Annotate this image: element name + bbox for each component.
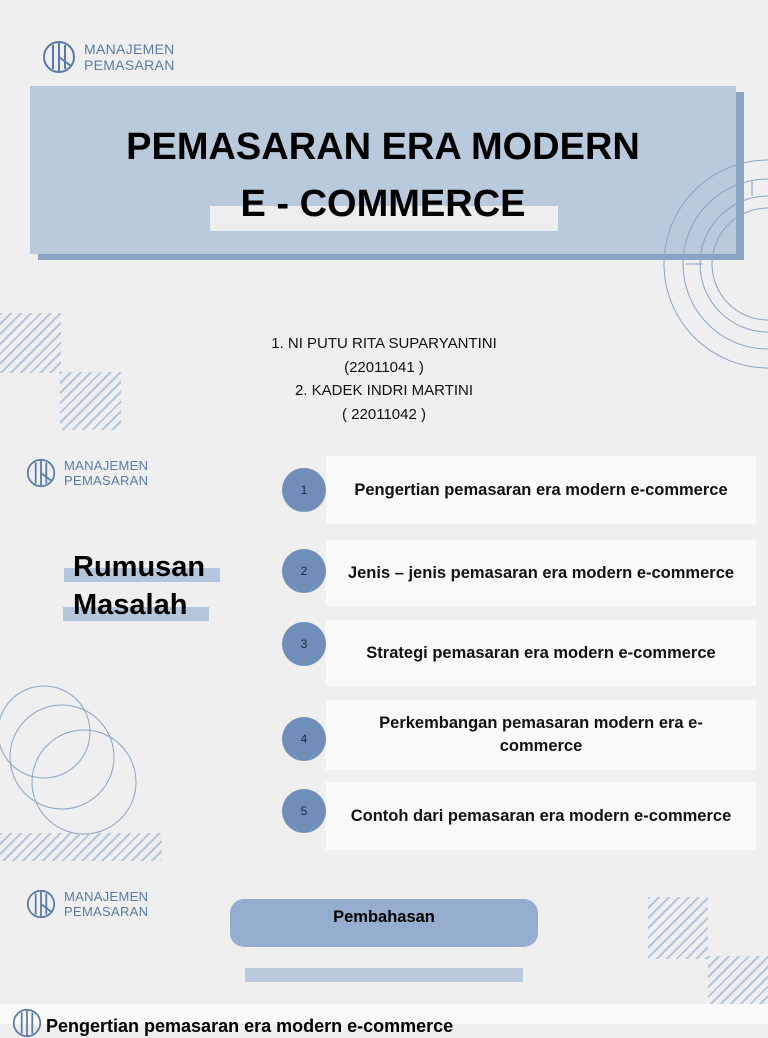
list-item bbox=[326, 782, 756, 850]
hatch-decoration bbox=[60, 372, 121, 430]
brand-line1: MANAJEMEN bbox=[64, 889, 149, 904]
list-item bbox=[326, 540, 756, 606]
rumusan-heading-line2: Masalah bbox=[73, 589, 188, 621]
hatch-decoration bbox=[0, 833, 162, 861]
item-3-text: Strategi pemasaran era modern e-commerce bbox=[366, 643, 716, 662]
rumusan-heading-line1: Rumusan bbox=[73, 551, 206, 583]
list-item bbox=[326, 700, 756, 770]
brand-logo-icon bbox=[26, 889, 56, 919]
pembahasan-button[interactable] bbox=[230, 899, 538, 947]
brand-top bbox=[42, 40, 175, 74]
brand-mid bbox=[26, 458, 148, 488]
item-2-text: Jenis – jenis pemasaran era modern e-commerce bbox=[347, 563, 735, 582]
brand-bottom bbox=[26, 889, 148, 919]
item-4-number: 4 bbox=[282, 717, 326, 761]
brand-line2: PEMASARAN bbox=[84, 57, 175, 73]
brand-line2: PEMASARAN bbox=[64, 904, 149, 919]
overlapping-circles-decoration bbox=[0, 684, 140, 814]
author-2-name: 2. KADEK INDRI MARTINI bbox=[294, 382, 474, 399]
brand-logo-icon bbox=[42, 40, 76, 74]
concentric-circles-decoration bbox=[660, 168, 768, 364]
brand-line2: PEMASARAN bbox=[64, 473, 149, 488]
title-line2: E - COMMERCE bbox=[240, 183, 526, 225]
authors bbox=[184, 332, 584, 426]
hatch-decoration bbox=[648, 897, 708, 959]
item-1-text: Pengertian pemasaran era modern e-commerce bbox=[354, 480, 728, 499]
brand-logo-icon bbox=[12, 1008, 42, 1038]
list-item bbox=[326, 456, 756, 524]
brand-line1: MANAJEMEN bbox=[64, 458, 149, 473]
item-1-number: 1 bbox=[282, 468, 326, 512]
list-item bbox=[326, 620, 756, 686]
brand-line1: MANAJEMEN bbox=[84, 41, 175, 57]
title-line1: PEMASARAN ERA MODERN bbox=[126, 126, 640, 168]
item-2-number: 2 bbox=[282, 549, 326, 593]
next-page-heading: Pengertian pemasaran era modern e-commerce bbox=[46, 1016, 454, 1036]
pembahasan-underline bbox=[245, 968, 523, 982]
item-5-number: 5 bbox=[282, 789, 326, 833]
author-2-id: ( 22011042 ) bbox=[342, 405, 426, 423]
hatch-decoration bbox=[0, 313, 61, 373]
title-banner bbox=[30, 86, 736, 254]
author-1-name: 1. NI PUTU RITA SUPARYANTINI bbox=[271, 335, 497, 352]
pembahasan-label: Pembahasan bbox=[333, 907, 435, 926]
next-page-strip bbox=[0, 1004, 768, 1036]
item-5-text: Contoh dari pemasaran era modern e-commerce bbox=[350, 806, 732, 825]
item-3-number: 3 bbox=[282, 622, 326, 666]
author-1-id: (22011041 ) bbox=[344, 358, 424, 376]
brand-logo-icon bbox=[26, 458, 56, 488]
item-4-text: Perkembangan pemasaran modern era e-commerce bbox=[379, 714, 703, 755]
